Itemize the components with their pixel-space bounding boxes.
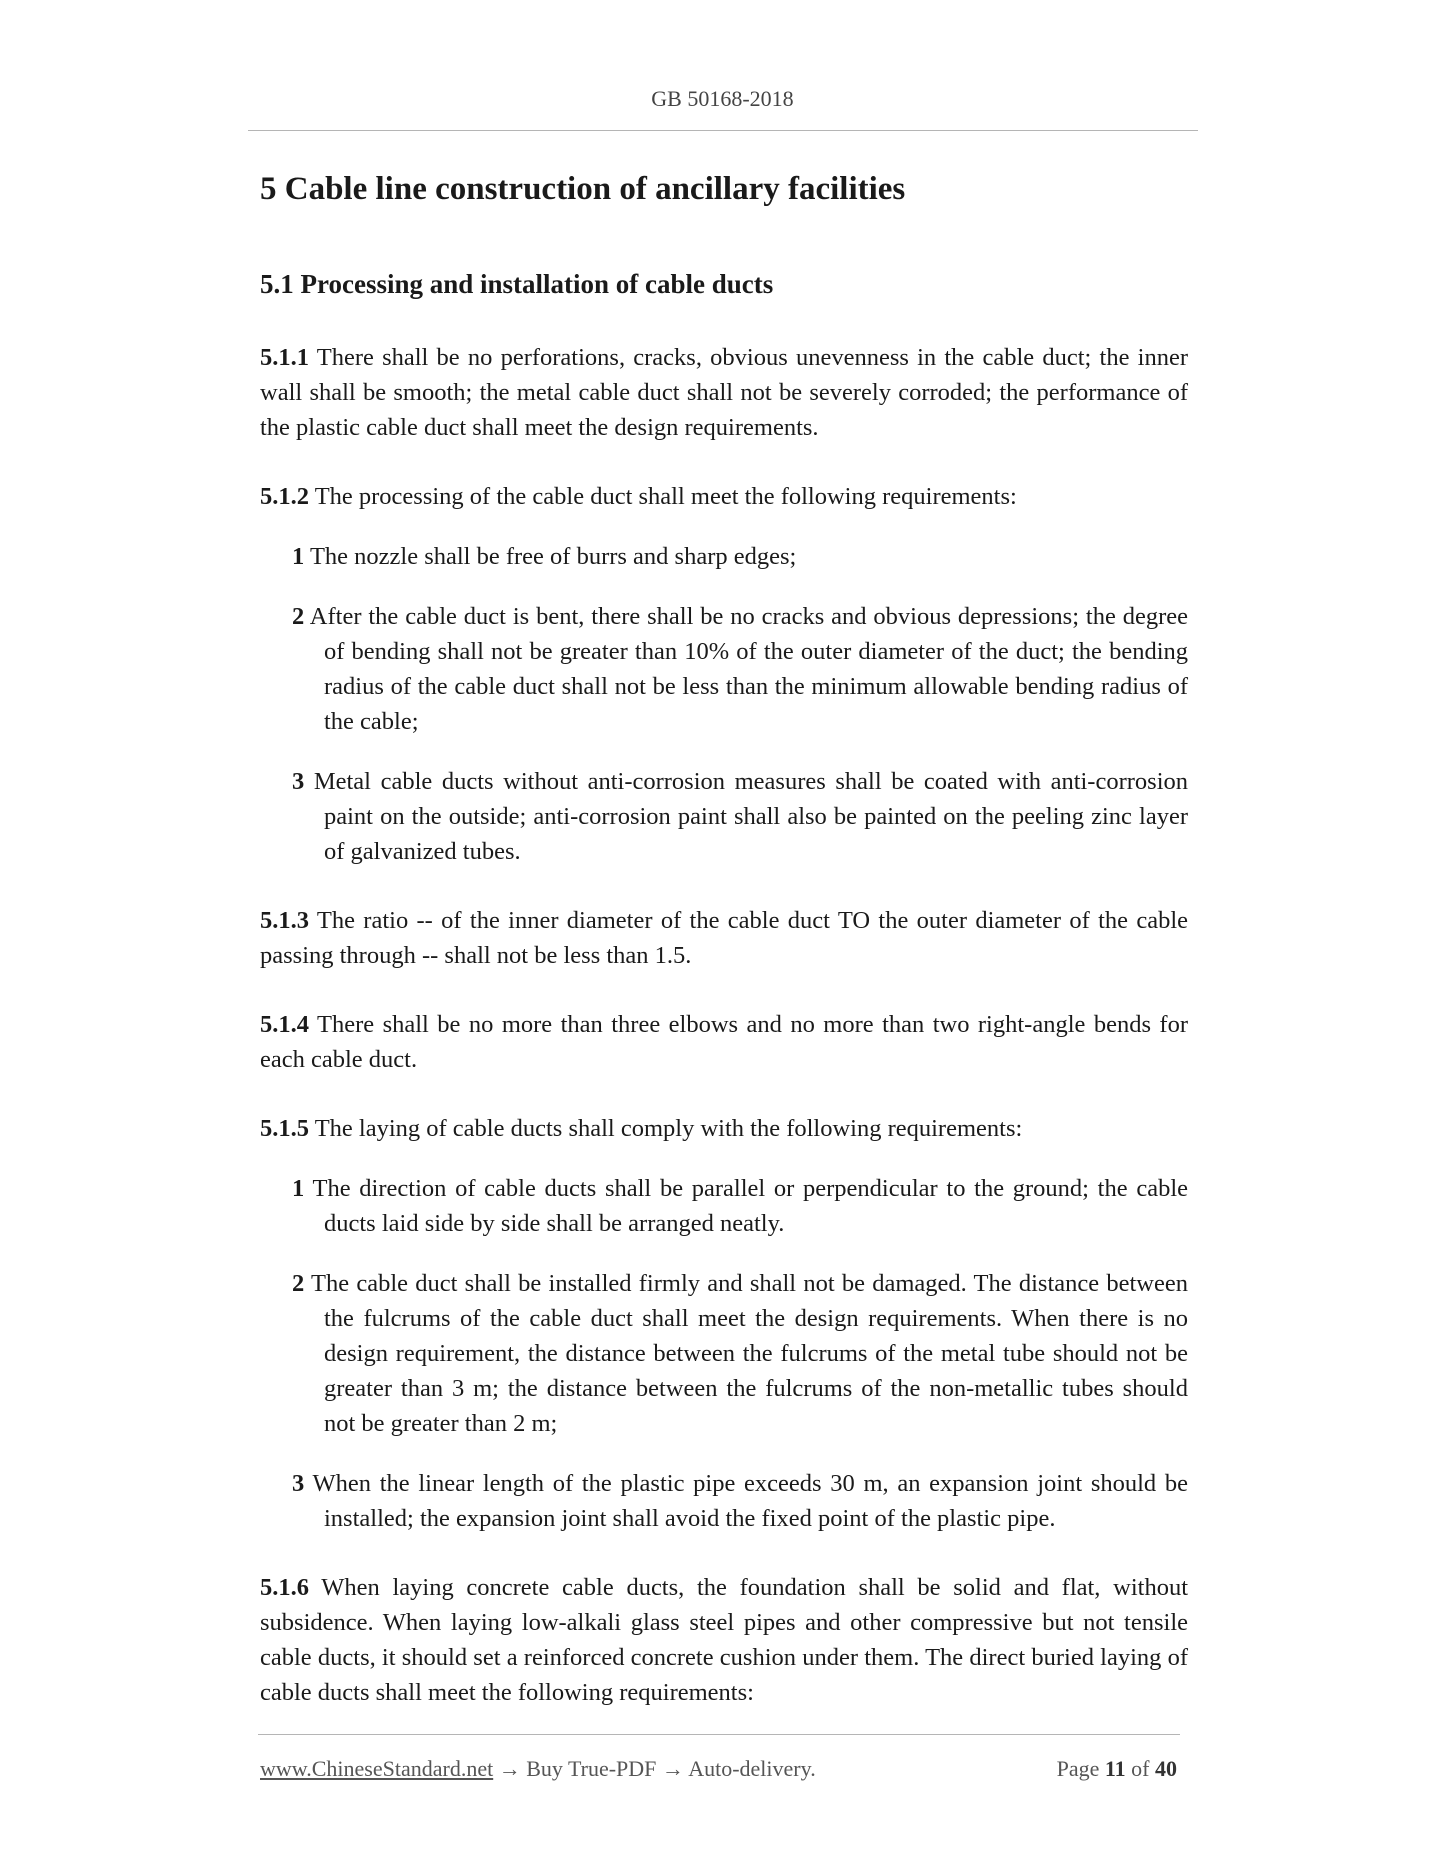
item-number: 1	[292, 542, 305, 570]
page-label: Page	[1056, 1756, 1100, 1781]
clause-number: 5.1.3	[260, 906, 309, 934]
website-link[interactable]: www.ChineseStandard.net	[260, 1756, 494, 1781]
page-content	[260, 170, 1188, 1710]
clause-5-1-2	[260, 479, 1188, 514]
item-text: When the linear length of the plastic pipe exceeds 30 m, an expansion joint should be installed; the expansion joint shall avoid the fixed point of the plastic pipe.	[312, 1469, 1188, 1532]
footer-rule	[258, 1734, 1180, 1735]
item-number: 2	[292, 1269, 305, 1297]
footer-links	[260, 1756, 816, 1782]
item-text: The direction of cable ducts shall be parallel or perpendicular to the ground; the cable ducts laid side by side shall be arranged neatly.	[312, 1174, 1188, 1237]
of-label: of	[1131, 1756, 1150, 1781]
clause-text: The processing of the cable duct shall meet the following requirements:	[314, 482, 1017, 510]
clause-5-1-4	[260, 1007, 1188, 1077]
clause-5-1-5	[260, 1111, 1188, 1146]
auto-delivery-text: Auto-delivery.	[688, 1756, 816, 1781]
section-title: 5.1 Processing and installation of cable ducts	[260, 268, 774, 299]
page-total: 40	[1155, 1756, 1177, 1781]
arrow-right-icon: →	[661, 1756, 684, 1781]
header-rule	[248, 130, 1198, 131]
item-text: The nozzle shall be free of burrs and sharp edges;	[309, 542, 797, 570]
list-item	[292, 1466, 1188, 1536]
list-item	[292, 1266, 1188, 1441]
item-number: 3	[292, 767, 305, 795]
clause-5-1-6	[260, 1570, 1188, 1710]
item-text: After the cable duct is bent, there shall be no cracks and obvious depressions; the degree of bending shall not be greater than 10% of the outer diameter of the duct; the bending radius of the cable duct shall not be less than the minimum allowable bending radius of the cable;	[309, 602, 1188, 735]
list-item	[292, 1171, 1188, 1241]
clause-text: The ratio -- of the inner diameter of the cable duct TO the outer diameter of the cable passing through -- shall not be less than 1.5.	[260, 906, 1189, 969]
list-item	[292, 539, 1188, 574]
clause-5-1-3	[260, 903, 1188, 973]
item-text: Metal cable ducts without anti-corrosion measures shall be coated with anti-corrosion paint on the outside; anti-corrosion paint shall also be painted on the peeling zinc layer of galvanized tubes.	[313, 767, 1189, 865]
clause-number: 5.1.5	[260, 1114, 309, 1142]
clause-number: 5.1.6	[260, 1573, 309, 1601]
item-text: The cable duct shall be installed firmly and shall not be damaged. The distance between the fulcrums of the cable duct shall meet the design requirements. When there is no design requirement, the distance between the fulcrums of the metal tube should not be greater than 3 m; the distance between the fulcrums of the non-metallic tubes should not be greater than 2 m;	[311, 1269, 1188, 1437]
item-number: 3	[292, 1469, 305, 1497]
chapter-title: 5 Cable line construction of ancillary facilities	[260, 171, 906, 207]
clause-text: There shall be no more than three elbows and no more than two right-angle bends for each cable duct.	[260, 1010, 1188, 1073]
page-number: 11	[1104, 1756, 1126, 1781]
clause-text: There shall be no perforations, cracks, obvious unevenness in the cable duct; the inner wall shall be smooth; the metal cable duct shall not be severely corroded; the performance of the plastic cable duct shall meet the design requirements.	[260, 343, 1189, 441]
clause-number: 5.1.2	[260, 482, 309, 510]
item-number: 1	[292, 1174, 305, 1202]
list-item	[292, 764, 1188, 869]
list-item	[292, 599, 1188, 739]
clause-number: 5.1.1	[260, 343, 309, 371]
page-indicator	[1057, 1756, 1177, 1782]
buy-true-pdf-text: Buy True-PDF	[526, 1756, 657, 1781]
arrow-right-icon: →	[498, 1756, 521, 1781]
clause-text: When laying concrete cable ducts, the foundation shall be solid and flat, without subsidence. When laying low-alkali glass steel pipes and other compressive but not tensile cable ducts, it should set a reinforced concrete cushion under them. The direct buried laying of cable ducts shall meet the following requirements:	[260, 1573, 1188, 1706]
header-doc-id: GB 50168-2018	[651, 86, 794, 111]
item-number: 2	[292, 602, 305, 630]
clause-5-1-1	[260, 340, 1188, 445]
clause-number: 5.1.4	[260, 1010, 309, 1038]
clause-text: The laying of cable ducts shall comply with the following requirements:	[314, 1114, 1023, 1142]
